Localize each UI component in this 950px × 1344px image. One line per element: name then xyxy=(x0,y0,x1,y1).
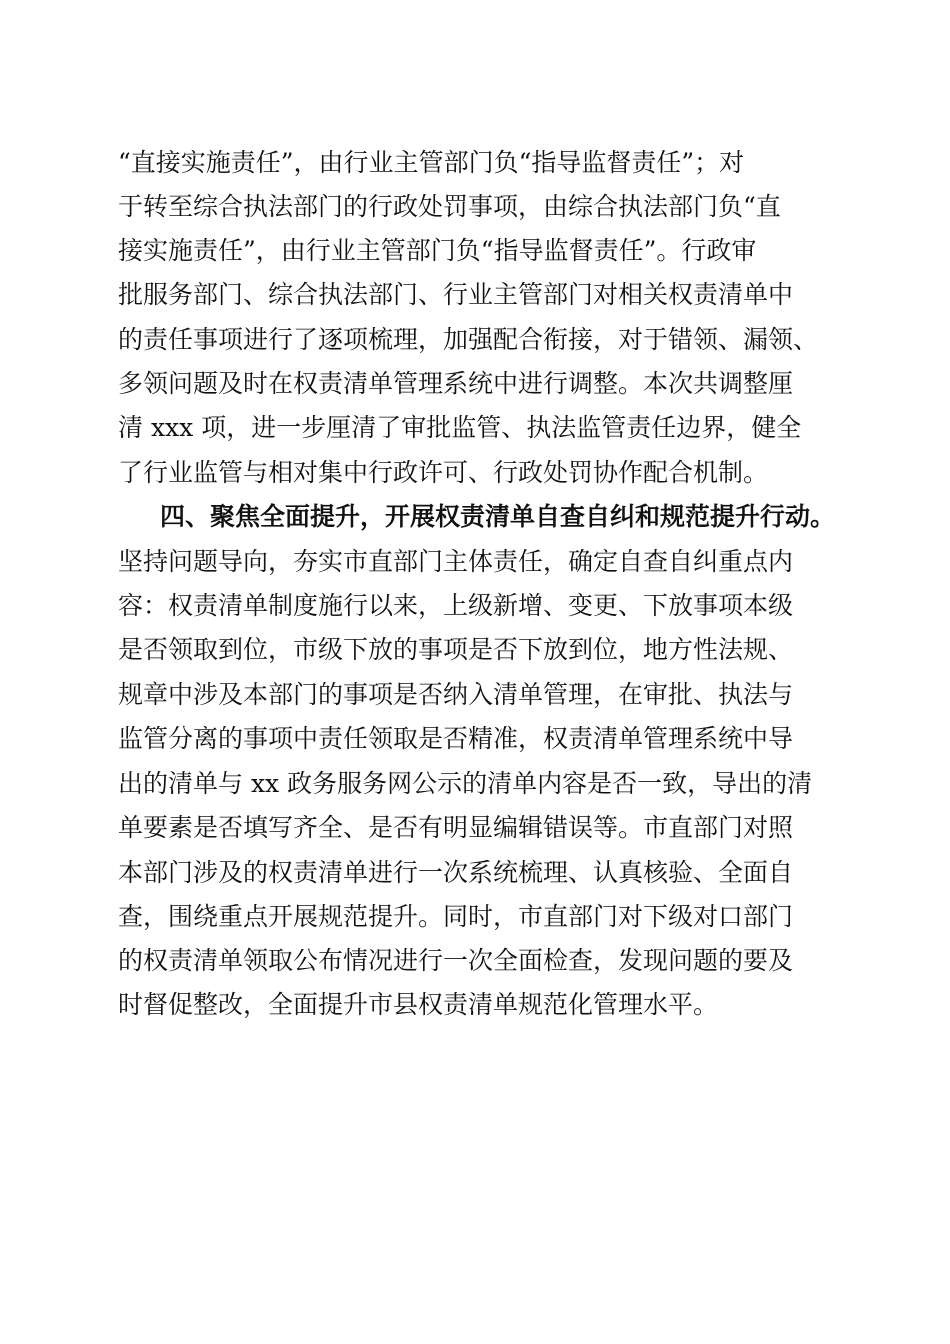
text-line: 本部门涉及的权责清单进行一次系统梳理、认真核验、全面自 xyxy=(118,858,794,887)
text-line: 坚持问题导向，夯实市直部门主体责任，确定自查自纠重点内 xyxy=(118,547,794,576)
text-line: 单要素是否填写齐全、是否有明显编辑错误等。市直部门对照 xyxy=(118,813,794,842)
text-line: 出的清单与 xx 政务服务网公示的清单内容是否一致，导出的清 xyxy=(118,769,813,798)
text-line: 时督促整改，全面提升市县权责清单规范化管理水平。 xyxy=(118,990,719,1019)
text-line: 清 xxx 项，进一步厘清了审批监管、执法监管责任边界，健全 xyxy=(118,413,802,442)
text-line: 是否领取到位，市级下放的事项是否下放到位，地方性法规、 xyxy=(118,635,794,664)
text-line: 规章中涉及本部门的事项是否纳入清单管理，在审批、执法与 xyxy=(118,680,794,709)
text-line: 的责任事项进行了逐项梳理，加强配合衔接，对于错领、漏领、 xyxy=(118,325,819,354)
text-line: 接实施责任”，由行业主管部门负“指导监督责任”。行政审 xyxy=(118,236,757,265)
text-line: 了行业监管与相对集中行政许可、行政处罚协作配合机制。 xyxy=(118,458,769,487)
text-line: 容：权责清单制度施行以来，上级新增、变更、下放事项本级 xyxy=(118,591,794,620)
text-line: 查，围绕重点开展规范提升。同时，市直部门对下级对口部门 xyxy=(118,902,794,931)
text-line: 多领问题及时在权责清单管理系统中进行调整。本次共调整厘 xyxy=(118,369,794,398)
text-line: 监管分离的事项中责任领取是否精准，权责清单管理系统中导 xyxy=(118,724,794,753)
text-line: “直接实施责任”，由行业主管部门负“指导监督责任”；对 xyxy=(118,148,745,177)
section-heading: 四、聚焦全面提升，开展权责清单自查自纠和规范提升行动。 xyxy=(160,502,836,531)
text-line: 的权责清单领取公布情况进行一次全面检查，发现问题的要及 xyxy=(118,946,794,975)
text-line: 于转至综合执法部门的行政处罚事项，由综合执法部门负“直 xyxy=(118,192,781,221)
text-line: 批服务部门、综合执法部门、行业主管部门对相关权责清单中 xyxy=(118,280,794,309)
